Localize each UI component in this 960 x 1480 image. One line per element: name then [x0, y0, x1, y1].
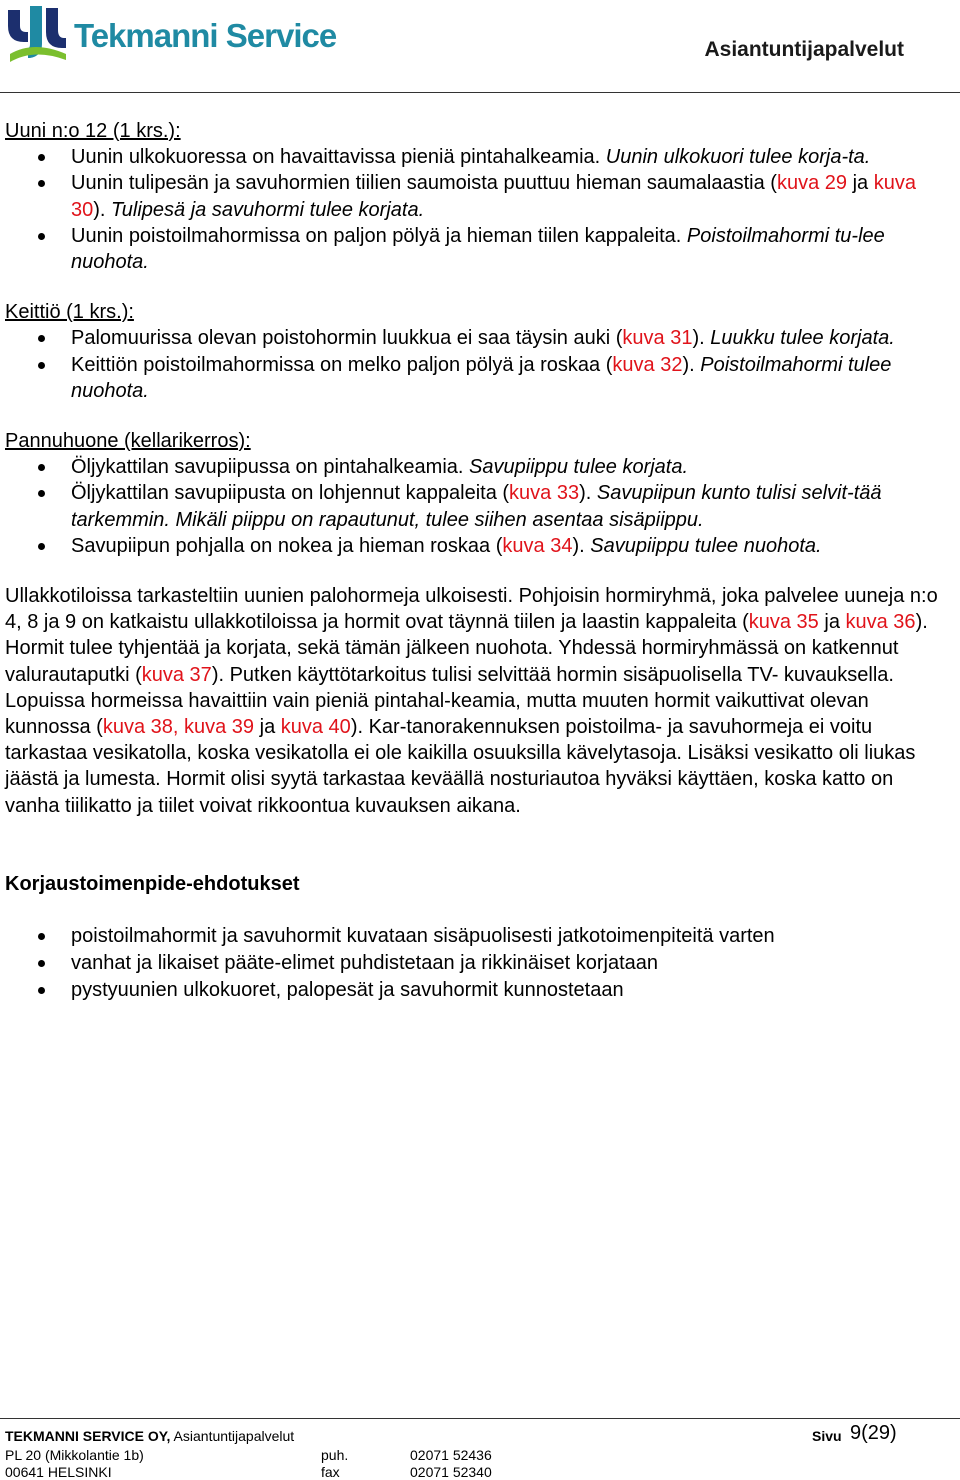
page-header: [0, 0, 960, 94]
logo-mark-icon: [4, 4, 72, 64]
company-logo: [4, 4, 344, 64]
attic-findings-paragraph: Ullakkotiloissa tarkasteltiin uunien palohormeja ulkoisesti. Pohjoisin hormiryhmä, joka palvelee uuneja n:o 4, 8 ja 9 on katkaistu ullakkotiloissa ja hormit ovat täynnä tiilen ja laastin kappaleita (kuva 35 ja kuva 36). Hormit tulee tyhjentää ja korjata, sekä tämän jälkeen nuohota. Yhdessä hormiryhmässä on katkennut valurautaputki (kuva 37). Putken käyttötarkoitus tulisi selvittää hormin sisäpuolisella TV- kuvauksella. Lopuissa hormeissa havaittiin vain pieniä pintahal-keamia, mutta muuten hormit vaikuttivat olevan kunnossa (kuva 38, kuva 39 ja kuva 40). Kar-tanorakennuksen poistoilma- ja savuhormeja ei voitu tarkastaa vesikatolla, koska vesikatolla ei ole kaikilla osuuksilla kävelytasoja. Lisäksi vesikatto oli liukas jäästä ja lumesta. Hormit olisi syytä tarkastaa keväällä nosturiautoa hyväksi käyttäen, koska katto on vanha tiilikatto ja tiilet voivat rikkoontua kuvauksen aikana.: [5, 585, 938, 817]
page-footer: [0, 1418, 960, 1480]
photo-reference: kuva 36: [845, 611, 916, 634]
section-list-keittio: [5, 325, 945, 404]
photo-reference: kuva 38, kuva 39: [102, 716, 255, 739]
photo-reference: kuva 29: [776, 172, 848, 195]
section-title-uuni-12: Uuni n:o 12 (1 krs.):: [5, 120, 181, 142]
list-item: Öljykattilan savupiipussa on pintahalkeamia. Savupiippu tulee korjata.: [5, 454, 945, 480]
header-divider: [0, 92, 960, 93]
recommendation-item: poistoilmahormit ja savuhormit kuvataan sisäpuolisesti jatkotoimenpiteitä varten: [5, 923, 945, 950]
photo-reference: kuva 30: [71, 172, 916, 221]
phone-number: 02071 52436: [410, 1447, 492, 1463]
footer-address-line2: 00641 HELSINKI: [5, 1464, 112, 1480]
page-number: 9(29): [850, 1422, 897, 1444]
list-item: Savupiipun pohjalla on nokea ja hieman roskaa (kuva 34). Savupiippu tulee nuohota.: [5, 533, 945, 559]
footer-address-line1: PL 20 (Mikkolantie 1b): [5, 1447, 144, 1463]
logo-text: Tekmanni Service: [74, 17, 337, 54]
section-list-uuni-12: [5, 144, 945, 275]
photo-reference: kuva 34: [502, 534, 573, 557]
list-item: Uunin poistoilmahormissa on paljon pölyä ja hieman tiilen kappaleita. Poistoilmahormi tu-lee nuohota.: [5, 223, 945, 275]
recommendation-item: pystyuunien ulkokuoret, palopesät ja savuhormit kunnostetaan: [5, 977, 945, 1004]
list-item: Uunin ulkokuoressa on havaittavissa pieniä pintahalkeamia. Uunin ulkokuori tulee korja-ta.: [5, 144, 945, 170]
photo-reference: kuva 33: [509, 482, 580, 505]
photo-reference: kuva 35: [748, 611, 819, 634]
fax-number: 02071 52340: [410, 1464, 492, 1480]
footer-divider: [0, 1418, 960, 1419]
header-title: Asiantuntijapalvelut: [704, 38, 904, 61]
section-list-pannuhuone: [5, 454, 945, 559]
photo-reference: kuva 32: [612, 353, 683, 376]
page-label: Sivu: [812, 1428, 842, 1444]
list-item: Keittiön poistoilmahormissa on melko paljon pölyä ja roskaa (kuva 32). Poistoilmahormi tulee nuohota.: [5, 352, 945, 404]
fax-label: fax: [321, 1464, 340, 1480]
photo-reference: kuva 37: [141, 663, 212, 686]
photo-reference: kuva 31: [622, 327, 693, 350]
recommendation-item: vanhat ja likaiset pääte-elimet puhdistetaan ja rikkinäiset korjataan: [5, 950, 945, 977]
phone-label: puh.: [321, 1447, 349, 1463]
document-body: [5, 118, 945, 1004]
list-item: Öljykattilan savupiipusta on lohjennut kappaleita (kuva 33). Savupiipun kunto tulisi selvit-tää tarkemmin. Mikäli piippu on rapautunut, tulee siihen asentaa sisäpiippu.: [5, 480, 945, 532]
section-title-pannuhuone: Pannuhuone (kellarikerros):: [5, 430, 251, 453]
footer-company: TEKMANNI SERVICE OY, Asiantuntijapalvelut: [5, 1428, 295, 1444]
list-item: Palomuurissa olevan poistohormin luukkua ei saa täysin auki (kuva 31). Luukku tulee korjata.: [5, 325, 945, 351]
section-title-keittio: Keittiö (1 krs.):: [5, 301, 134, 324]
recommendations-heading: Korjaustoimenpide-ehdotukset: [5, 872, 300, 895]
recommendations-list: [5, 923, 945, 1004]
list-item: Uunin tulipesän ja savuhormien tiilien saumoista puuttuu hieman saumalaastia (kuva 29 ja kuva 30). Tulipesä ja savuhormi tulee korjata.: [5, 170, 945, 222]
photo-reference: kuva 40: [280, 716, 351, 739]
